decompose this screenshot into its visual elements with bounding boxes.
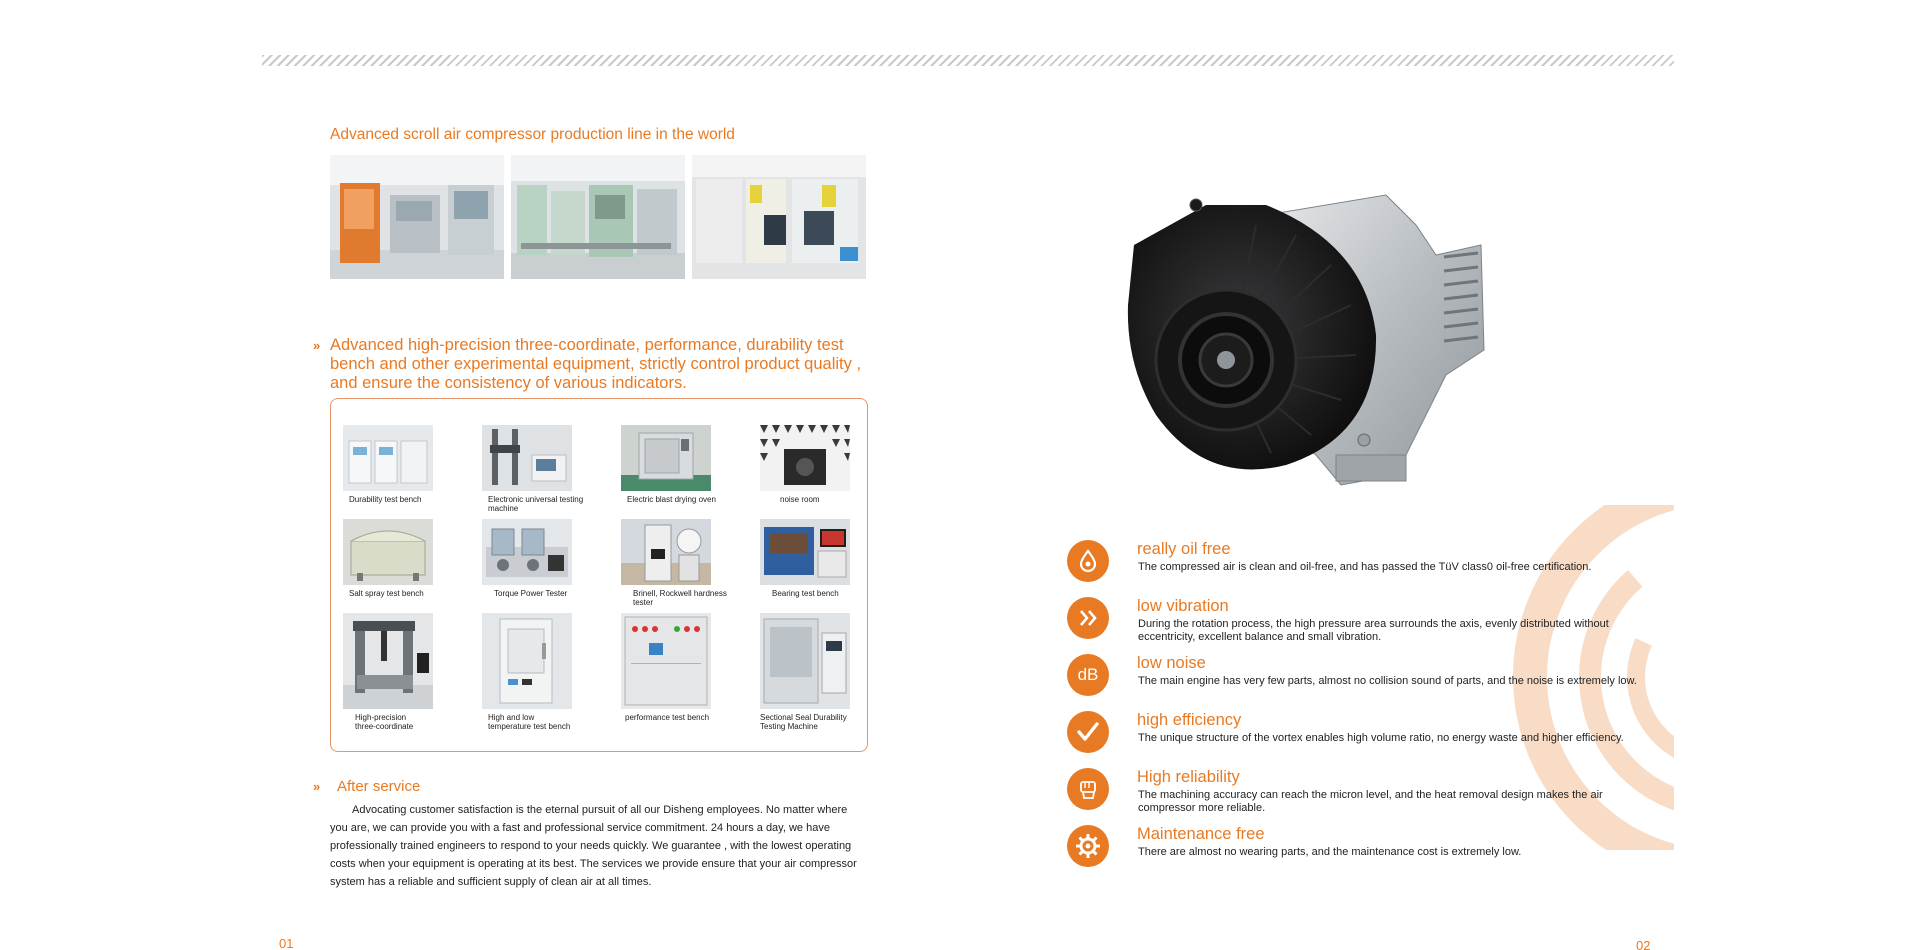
equipment-label: Salt spray test bench: [349, 589, 424, 598]
checkmark-icon: [1067, 711, 1109, 753]
feature-title: high efficiency: [1137, 711, 1242, 729]
feature-description: The machining accuracy can reach the micron level, and the heat removal design makes the air compressor more reliable.: [1138, 789, 1603, 814]
equipment-photo: [621, 425, 711, 491]
equipment-item: [343, 425, 433, 519]
equipment-item: [482, 613, 572, 741]
equipment-label: Electronic universal testing machine: [488, 495, 584, 513]
feature-title: really oil free: [1137, 540, 1231, 558]
after-service-title: After service: [337, 778, 421, 795]
decibel-icon: [1067, 654, 1109, 696]
after-service-body: [330, 801, 860, 891]
equipment-label: Torque Power Tester: [494, 589, 568, 598]
feature-title: Maintenance free: [1137, 825, 1265, 843]
equipment-photo: [760, 519, 850, 585]
vibration-chevrons-icon: [1067, 597, 1109, 639]
section-bullet-icon: »: [313, 779, 321, 794]
equipment-label: Electric blast drying oven: [627, 495, 716, 504]
equipment-item: [760, 425, 850, 519]
equipment-label: Durability test bench: [349, 495, 422, 504]
equipment-label: Brinell, Rockwell hardness tester: [633, 589, 727, 607]
equipment-photo: [760, 425, 850, 491]
equipment-photo: [482, 613, 572, 709]
equipment-item: [760, 613, 850, 741]
page-number-left: 01: [279, 936, 294, 950]
feature-description: The compressed air is clean and oil-free, and has passed the TüV class0 oil-free certification.: [1138, 561, 1592, 573]
decibel-icon-text: dB: [1077, 665, 1099, 684]
equipment-item: [482, 425, 584, 519]
equipment-label: High and low temperature test bench: [488, 713, 571, 731]
equipment-item: [482, 519, 572, 613]
equipment-label: Sectional Seal Durability Testing Machine: [760, 713, 847, 731]
production-line-photo-1: [330, 155, 504, 279]
equipment-photo: [343, 519, 433, 585]
feature-description: There are almost no wearing parts, and the maintenance cost is extremely low.: [1138, 846, 1522, 858]
feature-description: The unique structure of the vortex enables high volume ratio, no energy waste and higher efficiency.: [1138, 732, 1624, 744]
production-line-photo-3: [692, 155, 866, 279]
production-line-photos: [330, 155, 866, 279]
equipment-label: noise room: [780, 495, 820, 504]
feature-description: The main engine has very few parts, almost no collision sound of parts, and the noise is extremely low.: [1138, 675, 1637, 687]
equipment-photo: [621, 519, 711, 585]
equipment-item: [621, 519, 727, 613]
equipment-photo: [482, 519, 572, 585]
equipment-label: performance test bench: [625, 713, 710, 722]
section-bullet-icon: »: [313, 338, 321, 353]
production-line-photo-2: [511, 155, 685, 279]
oil-drop-icon: [1067, 540, 1109, 582]
feature-title: low noise: [1137, 654, 1206, 672]
equipment-photo: [621, 613, 711, 709]
equipment-label: Bearing test bench: [772, 589, 839, 598]
equipment-photo: [482, 425, 572, 491]
production-line-title: Advanced scroll air compressor production line in the world: [330, 126, 735, 143]
equipment-item: [621, 613, 711, 741]
decorative-hatch-bar: [262, 55, 1674, 66]
equipment-item: [343, 519, 433, 613]
equipment-item: [760, 519, 850, 613]
equipment-section-title: Advanced high-precision three-coordinate, performance, durability test bench and other experimental equipment, strictly control product quality , and ensure the consistency of various indicators.: [330, 336, 862, 392]
scroll-compressor-image: [1116, 185, 1496, 500]
fist-icon: [1067, 768, 1109, 810]
after-service-text: Advocating customer satisfaction is the eternal pursuit of all our Disheng employees. No matter where you are, we can provide you with a fast and professional service commitment. 24 hours a day, we have professionally trained engineers to respond to your needs quickly. We guarantee , with the lowest operating costs when your equipment is operating at its best. The services we provide ensure that your air compressor system has a reliable and sufficient supply of clean air at all times.: [330, 804, 857, 888]
equipment-photo: [343, 425, 433, 491]
feature-title: High reliability: [1137, 768, 1240, 786]
equipment-item: [621, 425, 716, 519]
gear-wrench-icon: [1067, 825, 1109, 867]
feature-description: During the rotation process, the high pressure area surrounds the axis, evenly distributed without eccentricity, excellent balance and small vibration.: [1138, 618, 1609, 643]
equipment-grid: [343, 425, 850, 741]
equipment-label: High-precision three-coordinate: [355, 713, 414, 731]
equipment-photo: [760, 613, 850, 709]
feature-title: low vibration: [1137, 597, 1229, 615]
equipment-panel: [330, 398, 868, 752]
page-number-right: 02: [1636, 938, 1651, 950]
equipment-photo: [343, 613, 433, 709]
equipment-item: [343, 613, 433, 741]
